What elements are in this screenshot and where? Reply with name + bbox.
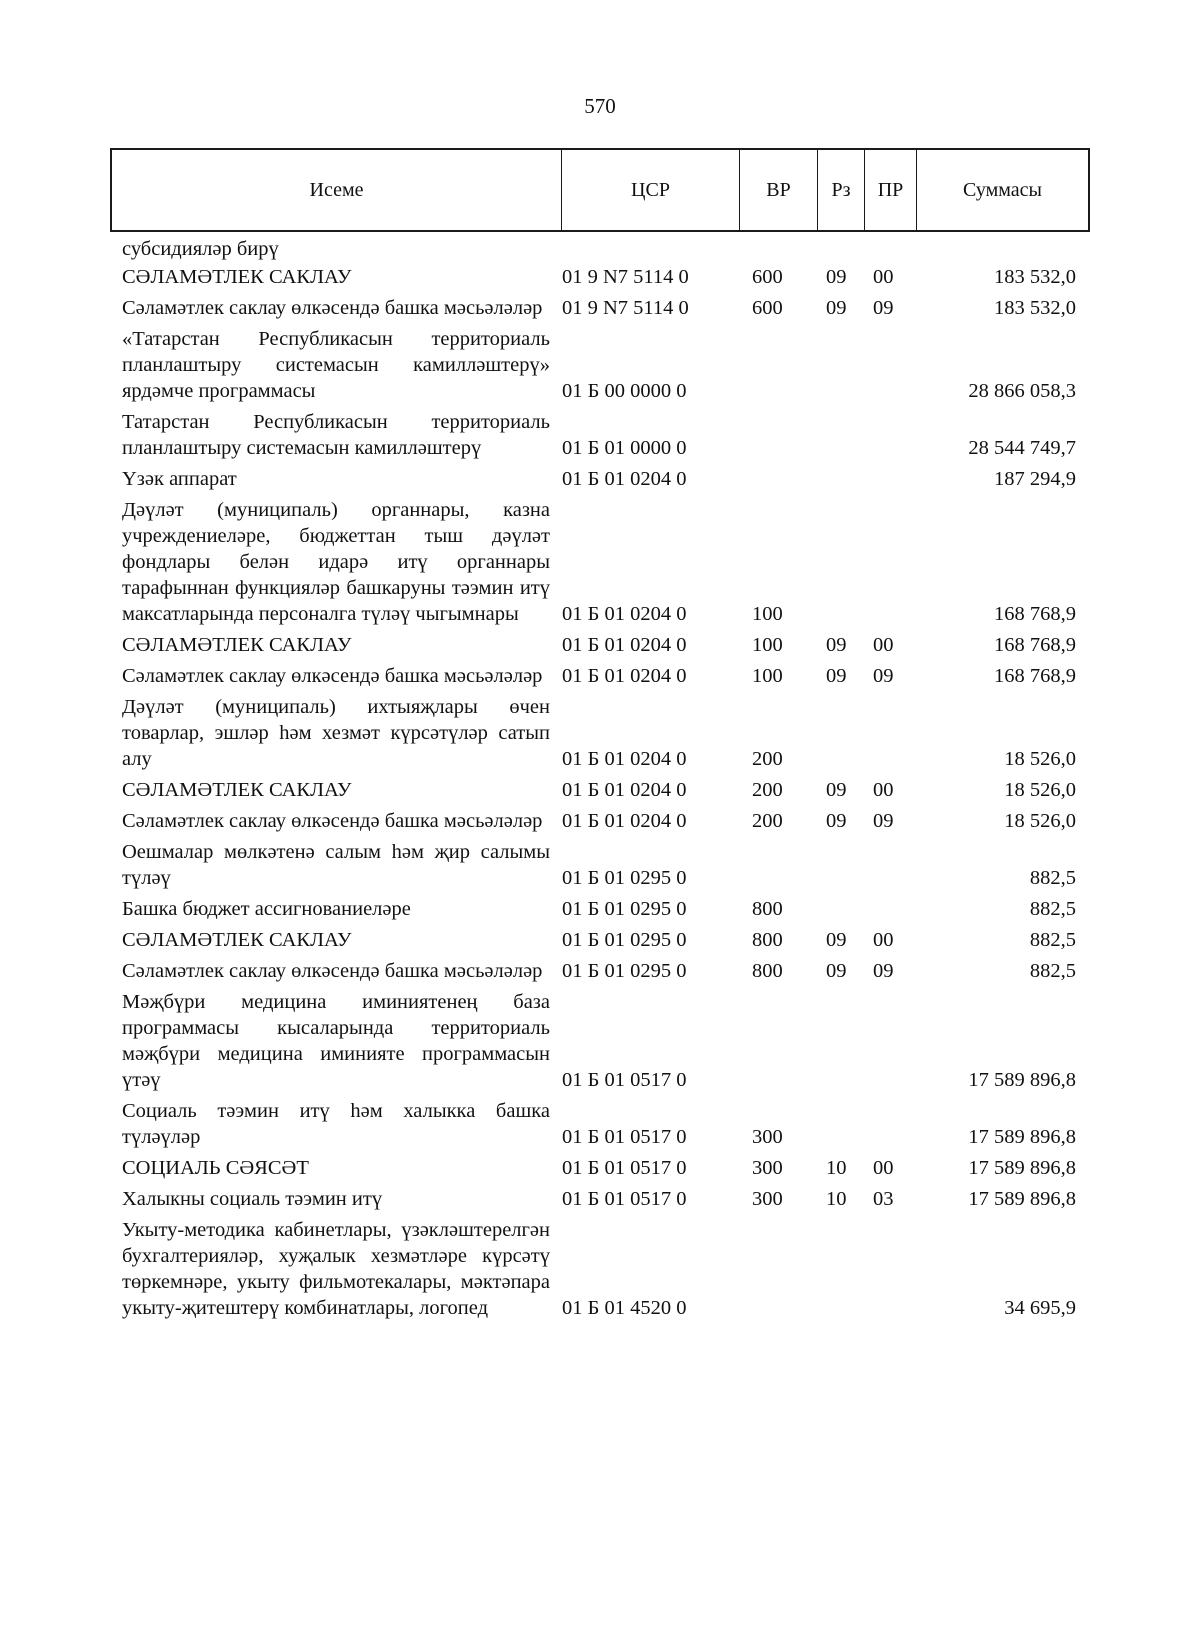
row-csr: 01 Б 01 0204 0: [562, 468, 687, 490]
row-sum: 168 768,9: [994, 634, 1076, 656]
row-name: Сәламәтлек саклау өлкәсендә башка мәсьәләләр: [122, 960, 543, 982]
row-vr: 100: [752, 665, 783, 687]
row-sum: 34 695,9: [1004, 1297, 1076, 1319]
row-vr: 200: [752, 810, 783, 832]
table-row: [110, 295, 1090, 321]
row-sum: 882,5: [1029, 960, 1076, 982]
column-header-vr: ВР: [740, 150, 818, 230]
row-name: «Татарстан Республикасын территориаль планлаштыру системасын камилләштерү» ярдәмче программасы: [122, 328, 550, 402]
table-row: [110, 896, 1090, 922]
row-sum: 882,5: [1029, 898, 1076, 920]
table-row: [110, 1217, 1090, 1321]
row-vr: 100: [752, 603, 783, 625]
row-sum: 168 768,9: [994, 603, 1076, 625]
row-csr: 01 9 N7 5114 0: [562, 266, 689, 288]
row-sum: 28 544 749,7: [968, 437, 1076, 459]
row-vr: 800: [752, 960, 783, 982]
row-sum: 17 589 896,8: [968, 1157, 1076, 1179]
row-csr: 01 Б 00 0000 0: [562, 380, 687, 402]
table-row: [110, 777, 1090, 803]
row-vr: 200: [752, 779, 783, 801]
row-vr: 800: [752, 929, 783, 951]
row-rz: 09: [826, 297, 847, 319]
table-row: [110, 236, 1090, 262]
row-sum: 183 532,0: [994, 266, 1076, 288]
table-row: [110, 409, 1090, 461]
row-name: СӘЛАМӘТЛЕК САКЛАУ: [122, 779, 352, 801]
table-body: [110, 236, 1090, 1326]
row-name: Мәҗбүри медицина иминиятенең база программасы кысаларында территориаль мәҗбүри медицина иминияте программасын үтәү: [122, 991, 550, 1091]
row-csr: 01 Б 01 0204 0: [562, 603, 687, 625]
row-sum: 882,5: [1029, 929, 1076, 951]
row-name: Сәламәтлек саклау өлкәсендә башка мәсьәләләр: [122, 297, 543, 319]
row-name: СӘЛАМӘТЛЕК САКЛАУ: [122, 266, 352, 288]
row-pr: 09: [873, 665, 894, 687]
column-header-csr: ЦСР: [562, 150, 740, 230]
column-header-sum: Суммасы: [963, 178, 1042, 201]
row-csr: 01 Б 01 0295 0: [562, 960, 687, 982]
row-csr: 01 Б 01 0517 0: [562, 1188, 687, 1210]
row-name: Дәүләт (муниципаль) ихтыяҗлары өчен товарлар, эшләр һәм хезмәт күрсәтүләр сатып алу: [122, 696, 550, 770]
row-name: Социаль тәэмин итү һәм халыкка башка түләүләр: [122, 1100, 550, 1148]
table-row: [110, 927, 1090, 953]
table-row: [110, 326, 1090, 404]
row-name: СОЦИАЛЬ СӘЯСӘТ: [122, 1157, 309, 1179]
row-csr: 01 9 N7 5114 0: [562, 297, 689, 319]
row-vr: 300: [752, 1188, 783, 1210]
row-csr: 01 Б 01 0204 0: [562, 810, 687, 832]
row-pr: 00: [873, 1157, 894, 1179]
row-vr: 100: [752, 634, 783, 656]
row-pr: 09: [873, 297, 894, 319]
row-rz: 10: [826, 1188, 847, 1210]
row-pr: 00: [873, 634, 894, 656]
row-csr: 01 Б 01 0517 0: [562, 1069, 687, 1091]
table-row: [110, 989, 1090, 1093]
row-csr: 01 Б 01 0517 0: [562, 1126, 687, 1148]
row-csr: 01 Б 01 0295 0: [562, 867, 687, 889]
table-row: [110, 497, 1090, 627]
row-csr: 01 Б 01 4520 0: [562, 1297, 687, 1319]
row-rz: 09: [826, 929, 847, 951]
row-pr: 03: [873, 1188, 894, 1210]
row-vr: 600: [752, 297, 783, 319]
row-csr: 01 Б 01 0000 0: [562, 437, 687, 459]
row-sum: 168 768,9: [994, 665, 1076, 687]
table-row: [110, 1186, 1090, 1212]
row-csr: 01 Б 01 0295 0: [562, 929, 687, 951]
row-csr: 01 Б 01 0204 0: [562, 634, 687, 656]
row-name: Халыкны социаль тәэмин итү: [122, 1188, 383, 1210]
row-vr: 300: [752, 1157, 783, 1179]
row-sum: 18 526,0: [1004, 748, 1076, 770]
table-row: [110, 808, 1090, 834]
table-row: [110, 466, 1090, 492]
row-rz: 09: [826, 960, 847, 982]
row-csr: 01 Б 01 0204 0: [562, 748, 687, 770]
row-vr: 200: [752, 748, 783, 770]
row-name: Укыту-методика кабинетлары, үзәкләштерелгән бухгалтерияләр, хуҗалык хезмәтләре күрсәтү төркемнәре, укыту фильмотекалары, мәктәпара укыту-җитештерү комбинатлары, логопед: [122, 1219, 550, 1319]
table-row: [110, 264, 1090, 290]
table-row: [110, 1098, 1090, 1150]
row-vr: 600: [752, 266, 783, 288]
row-sum: 18 526,0: [1004, 810, 1076, 832]
row-rz: 09: [826, 634, 847, 656]
row-csr: 01 Б 01 0204 0: [562, 779, 687, 801]
column-header-pr: ПР: [865, 150, 917, 230]
row-sum: 17 589 896,8: [968, 1069, 1076, 1091]
row-csr: 01 Б 01 0204 0: [562, 665, 687, 687]
row-sum: 28 866 058,3: [968, 380, 1076, 402]
row-pr: 00: [873, 266, 894, 288]
row-name: Сәламәтлек саклау өлкәсендә башка мәсьәләләр: [122, 810, 543, 832]
row-rz: 09: [826, 779, 847, 801]
row-name: Үзәк аппарат: [122, 468, 237, 490]
row-pr: 09: [873, 960, 894, 982]
row-rz: 09: [826, 266, 847, 288]
row-name: Дәүләт (муниципаль) органнары, казна учреждениеләре, бюджеттан тыш дәүләт фондлары белән идарә итү органнары тарафыннан функцияләр башкаруны тәэмин итү максатларында персоналга түләү чыгымнары: [122, 499, 550, 625]
row-name: Сәламәтлек саклау өлкәсендә башка мәсьәләләр: [122, 665, 543, 687]
row-rz: 09: [826, 810, 847, 832]
row-name: Татарстан Республикасын территориаль планлаштыру системасын камилләштерү: [122, 411, 550, 459]
row-pr: 09: [873, 810, 894, 832]
table-row: [110, 632, 1090, 658]
row-pr: 00: [873, 929, 894, 951]
column-header-name: Исеме: [112, 150, 562, 230]
row-name: субсидияләр бирү: [122, 238, 279, 260]
row-sum: 882,5: [1029, 867, 1076, 889]
row-csr: 01 Б 01 0517 0: [562, 1157, 687, 1179]
page-number: 570: [584, 94, 616, 118]
table-row: [110, 694, 1090, 772]
row-sum: 183 532,0: [994, 297, 1076, 319]
row-sum: 18 526,0: [1004, 779, 1076, 801]
table-row: [110, 1155, 1090, 1181]
row-vr: 800: [752, 898, 783, 920]
table-header: [110, 148, 1090, 232]
row-pr: 00: [873, 779, 894, 801]
row-sum: 187 294,9: [994, 468, 1076, 490]
row-rz: 09: [826, 665, 847, 687]
row-name: Башка бюджет ассигнованиеләре: [122, 898, 411, 920]
row-vr: 300: [752, 1126, 783, 1148]
row-sum: 17 589 896,8: [968, 1126, 1076, 1148]
row-name: СӘЛАМӘТЛЕК САКЛАУ: [122, 634, 352, 656]
table-row: [110, 663, 1090, 689]
row-rz: 10: [826, 1157, 847, 1179]
row-name: СӘЛАМӘТЛЕК САКЛАУ: [122, 929, 352, 951]
row-sum: 17 589 896,8: [968, 1188, 1076, 1210]
row-csr: 01 Б 01 0295 0: [562, 898, 687, 920]
row-name: Оешмалар мөлкәтенә салым һәм җир салымы түләү: [122, 841, 550, 889]
table-row: [110, 839, 1090, 891]
table-row: [110, 958, 1090, 984]
column-header-rz: Рз: [818, 150, 865, 230]
